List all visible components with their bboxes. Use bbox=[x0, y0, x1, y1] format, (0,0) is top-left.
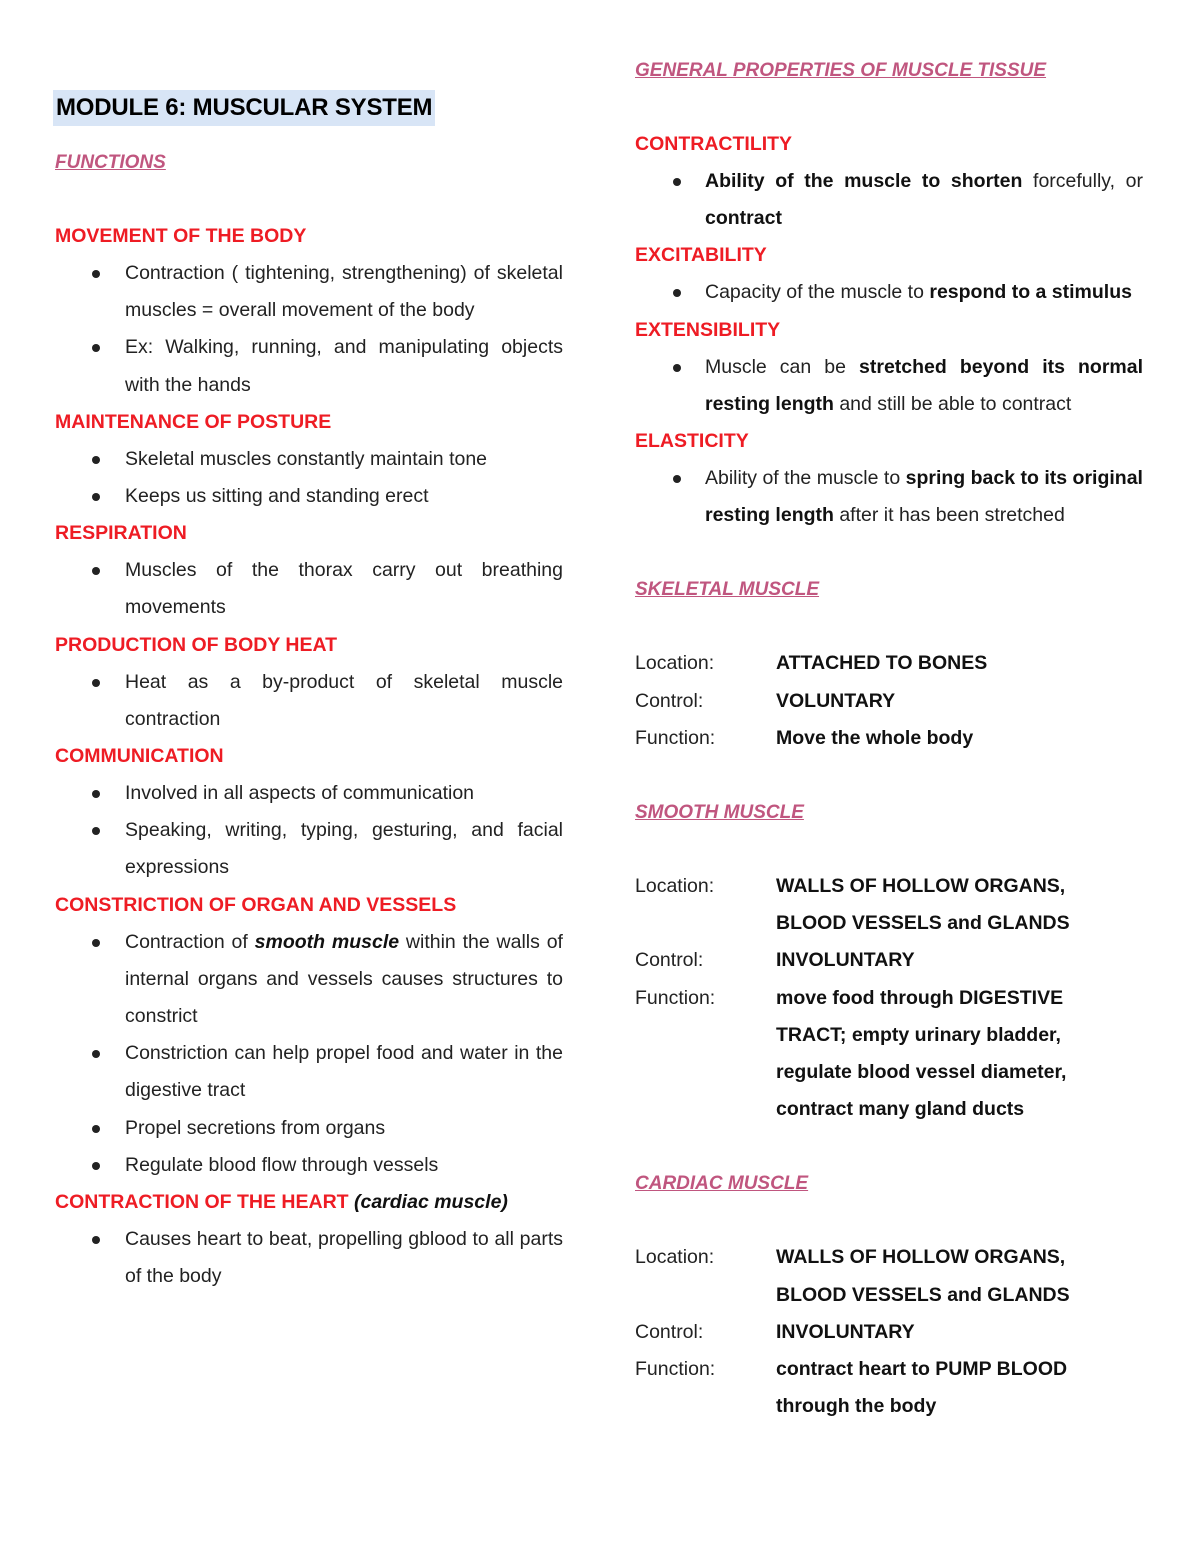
item-bold: contract bbox=[705, 207, 782, 230]
function-section-constriction bbox=[55, 887, 563, 1184]
section-heading: MOVEMENT OF THE BODY bbox=[55, 225, 307, 247]
info-label: Location: bbox=[635, 875, 715, 898]
item-text: within the walls of internal organs and vessels causes structures to constrict bbox=[125, 930, 563, 1028]
list-item bbox=[635, 163, 1143, 237]
section-heading-suffix: (cardiac muscle) bbox=[348, 1191, 508, 1214]
list-item: Regulate blood flow through vessels bbox=[55, 1147, 563, 1184]
info-label: Control: bbox=[635, 1320, 704, 1343]
info-value: INVOLUNTARY bbox=[776, 1320, 915, 1343]
info-value: Move the whole body bbox=[776, 726, 974, 749]
info-value: ATTACHED TO BONES bbox=[776, 652, 988, 675]
info-label: Control: bbox=[635, 689, 704, 712]
functions-heading: FUNCTIONS bbox=[55, 152, 166, 173]
list-item: Heat as a by-product of skeletal muscle contraction bbox=[55, 664, 563, 738]
section-heading: RESPIRATION bbox=[55, 522, 187, 545]
item-emphasis: smooth muscle bbox=[254, 930, 400, 953]
item-text: Muscle can be bbox=[705, 355, 860, 378]
info-row-function bbox=[635, 720, 1143, 757]
section-heading bbox=[55, 1184, 563, 1221]
function-section-respiration bbox=[55, 515, 563, 626]
info-label: Function: bbox=[635, 726, 716, 749]
list-item: Causes heart to beat, propelling gblood to all parts of the body bbox=[55, 1221, 563, 1295]
info-row-control bbox=[635, 942, 1143, 979]
info-label: Function: bbox=[635, 1358, 716, 1381]
function-section-heart bbox=[55, 1184, 563, 1295]
info-row-control bbox=[635, 1314, 1143, 1351]
info-row-location bbox=[635, 868, 1143, 942]
muscle-cardiac bbox=[635, 1165, 1143, 1425]
item-text: Ability of the muscle to bbox=[705, 467, 906, 490]
muscle-heading: SMOOTH MUSCLE bbox=[635, 802, 804, 824]
property-extensibility bbox=[635, 312, 1143, 423]
list-item: Skeletal muscles constantly maintain tone bbox=[55, 441, 563, 478]
info-value: move food through DIGESTIVE TRACT; empty urinary bladder, regulate blood vessel diameter, contract many gland ducts bbox=[776, 986, 1067, 1121]
info-label: Function: bbox=[635, 986, 716, 1009]
list-item: Constriction can help propel food and water in the digestive tract bbox=[55, 1035, 563, 1109]
item-bold: respond to a stimulus bbox=[929, 281, 1132, 304]
item-text: Capacity of the muscle to bbox=[705, 281, 930, 304]
list-item: Muscles of the thorax carry out breathing movements bbox=[55, 552, 563, 626]
property-contractility bbox=[635, 126, 1143, 237]
list-item bbox=[635, 274, 1143, 311]
info-row-function bbox=[635, 980, 1143, 1129]
function-section-posture bbox=[55, 404, 563, 515]
property-heading: EXTENSIBILITY bbox=[635, 318, 781, 341]
property-heading: CONTRACTILITY bbox=[635, 133, 793, 155]
muscle-skeletal bbox=[635, 571, 1143, 757]
info-label: Location: bbox=[635, 1246, 715, 1269]
function-section-communication bbox=[55, 738, 563, 887]
left-column bbox=[55, 90, 563, 1295]
module-title: MODULE 6: MUSCULAR SYSTEM bbox=[53, 90, 435, 126]
list-item: Ex: Walking, running, and manipulating objects with the hands bbox=[55, 329, 563, 403]
info-row-control bbox=[635, 683, 1143, 720]
info-value: contract heart to PUMP BLOOD through the body bbox=[776, 1358, 1068, 1418]
list-item: Propel secretions from organs bbox=[55, 1110, 563, 1147]
info-value: WALLS OF HOLLOW ORGANS, BLOOD VESSELS and GLANDS bbox=[776, 1246, 1070, 1306]
info-row-location bbox=[635, 645, 1143, 682]
item-text: forcefully, or bbox=[1022, 170, 1143, 192]
function-section-heat bbox=[55, 627, 563, 738]
info-label: Control: bbox=[635, 949, 704, 972]
muscle-heading: CARDIAC MUSCLE bbox=[635, 1173, 809, 1195]
item-text: after it has been stretched bbox=[833, 504, 1065, 527]
list-item bbox=[55, 924, 563, 1036]
list-item bbox=[635, 349, 1143, 423]
function-section-movement bbox=[55, 218, 563, 404]
item-text: and still be able to contract bbox=[833, 392, 1072, 415]
list-item: Contraction ( tightening, strengthening) of skeletal muscles = overall movement of the body bbox=[55, 255, 563, 329]
info-row-function bbox=[635, 1351, 1143, 1425]
section-heading: MAINTENANCE OF POSTURE bbox=[55, 410, 332, 433]
info-value: INVOLUNTARY bbox=[776, 949, 915, 972]
item-text: Contraction of bbox=[125, 930, 255, 953]
list-item: Speaking, writing, typing, gesturing, and facial expressions bbox=[55, 812, 563, 886]
list-item bbox=[635, 460, 1143, 534]
item-bold: stretched beyond its normal resting length bbox=[705, 355, 1144, 415]
properties-heading: GENERAL PROPERTIES OF MUSCLE TISSUE bbox=[635, 60, 1047, 81]
info-value: VOLUNTARY bbox=[776, 689, 896, 712]
property-heading: EXCITABILITY bbox=[635, 244, 767, 267]
list-item: Keeps us sitting and standing erect bbox=[55, 478, 563, 515]
list-item: Involved in all aspects of communication bbox=[55, 775, 563, 812]
muscle-smooth bbox=[635, 794, 1143, 1128]
right-column bbox=[635, 52, 1143, 1425]
item-bold: Ability of the muscle to shorten bbox=[705, 170, 1023, 192]
section-heading: CONSTRICTION OF ORGAN AND VESSELS bbox=[55, 893, 457, 916]
section-heading-text: CONTRACTION OF THE HEART bbox=[55, 1191, 349, 1214]
section-heading: PRODUCTION OF BODY HEAT bbox=[55, 633, 338, 656]
property-elasticity bbox=[635, 423, 1143, 534]
muscle-heading: SKELETAL MUSCLE bbox=[635, 579, 820, 601]
info-row-location bbox=[635, 1239, 1143, 1313]
section-heading: COMMUNICATION bbox=[55, 745, 224, 768]
info-value: WALLS OF HOLLOW ORGANS, BLOOD VESSELS and GLANDS bbox=[776, 875, 1070, 935]
info-label: Location: bbox=[635, 652, 715, 675]
item-bold: spring back to its original resting length bbox=[705, 467, 1143, 527]
property-heading: ELASTICITY bbox=[635, 430, 749, 453]
property-excitability bbox=[635, 237, 1143, 311]
